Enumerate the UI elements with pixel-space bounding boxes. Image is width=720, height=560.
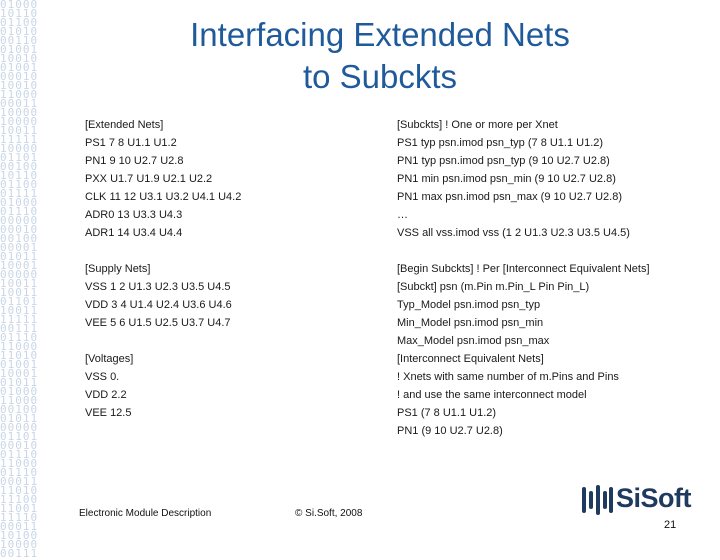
text-line: PN1 max psn.imod psn_max (9 10 U2.7 U2.8): [397, 191, 622, 203]
text-line: VSS all vss.imod vss (1 2 U1.3 U2.3 U3.5 U4.5): [397, 227, 630, 239]
text-line: [Interconnect Equivalent Nets]: [397, 353, 544, 365]
footer-copyright: © Si.Soft, 2008: [295, 508, 363, 519]
text-line: VSS 1 2 U1.3 U2.3 U3.5 U4.5: [85, 281, 231, 293]
text-line: [Voltages]: [85, 353, 134, 365]
text-line: ! Xnets with same number of m.Pins and Pins: [397, 371, 619, 383]
text-line: …: [397, 209, 408, 221]
text-line: [Subckt] psn (m.Pin m.Pin_L Pin Pin_L): [397, 281, 590, 293]
text-line: VDD 3 4 U1.4 U2.4 U3.6 U4.6: [85, 299, 232, 311]
text-line: PN1 min psn.imod psn_min (9 10 U2.7 U2.8): [397, 173, 616, 185]
footer-title: Electronic Module Description: [79, 508, 212, 519]
text-line: ADR0 13 U3.3 U4.3: [85, 209, 183, 221]
text-line: Typ_Model psn.imod psn_typ: [397, 299, 541, 311]
title-line-1: Interfacing Extended Nets: [190, 16, 570, 53]
text-line: Max_Model psn.imod psn_max: [397, 335, 550, 347]
text-block: [397, 116, 650, 242]
slide-title: [120, 14, 640, 98]
left-column: [85, 116, 241, 440]
text-line: [Extended Nets]: [85, 119, 164, 131]
logo-wordmark: SiSoft: [616, 483, 691, 513]
text-line: PN1 typ psn.imod psn_typ (9 10 U2.7 U2.8): [397, 155, 610, 167]
sisoft-logo-mark-icon: [580, 483, 614, 517]
text-line: VEE 5 6 U1.5 U2.5 U3.7 U4.7: [85, 317, 231, 329]
page-number: 21: [664, 519, 677, 531]
text-line: Min_Model psn.imod psn_min: [397, 317, 544, 329]
right-column: [397, 116, 650, 458]
text-line: PN1 9 10 U2.7 U2.8: [85, 155, 184, 167]
text-line: PS1 typ psn.imod psn_typ (7 8 U1.1 U1.2): [397, 137, 604, 149]
text-line: PS1 (7 8 U1.1 U1.2): [397, 407, 497, 419]
text-line: [Begin Subckts] ! Per [Interconnect Equivalent Nets]: [397, 263, 650, 275]
text-line: CLK 11 12 U3.1 U3.2 U4.1 U4.2: [85, 191, 242, 203]
text-line: ! and use the same interconnect model: [397, 389, 587, 401]
title-line-2: to Subckts: [302, 58, 458, 95]
text-line: PS1 7 8 U1.1 U1.2: [85, 137, 177, 149]
sisoft-logo: [580, 483, 700, 517]
text-block: [85, 350, 241, 422]
text-line: [Subckts] ! One or more per Xnet: [397, 119, 558, 131]
text-line: VDD 2.2: [85, 389, 127, 401]
text-block: [85, 116, 241, 242]
text-block: [85, 260, 241, 332]
text-line: PN1 (9 10 U2.7 U2.8): [397, 425, 503, 437]
text-block: [397, 260, 650, 440]
text-line: VEE 12.5: [85, 407, 132, 419]
text-line: ADR1 14 U3.4 U4.4: [85, 227, 183, 239]
text-line: VSS 0.: [85, 371, 120, 383]
text-line: [Supply Nets]: [85, 263, 151, 275]
text-line: PXX U1.7 U1.9 U2.1 U2.2: [85, 173, 213, 185]
binary-digit-decoration: 01000 10110 01100 01010 00110 01001 10010 01001 00010 10010 11000 00011 10000 10000 10011 11111 10000 01101 00100 10110 01100 01111 01000 01110 00000 00010 00100 00001 01011 10001 00000 10011 10011 01101 10011 11111 00111 01110 11000 11010 01001 10001 01011 01000 11000 00100 01011 00000 01101 00010 01110 11000 01110 00011 11010 11100 11001 11110 00011 10100 10000 00111: [0, 0, 39, 560]
